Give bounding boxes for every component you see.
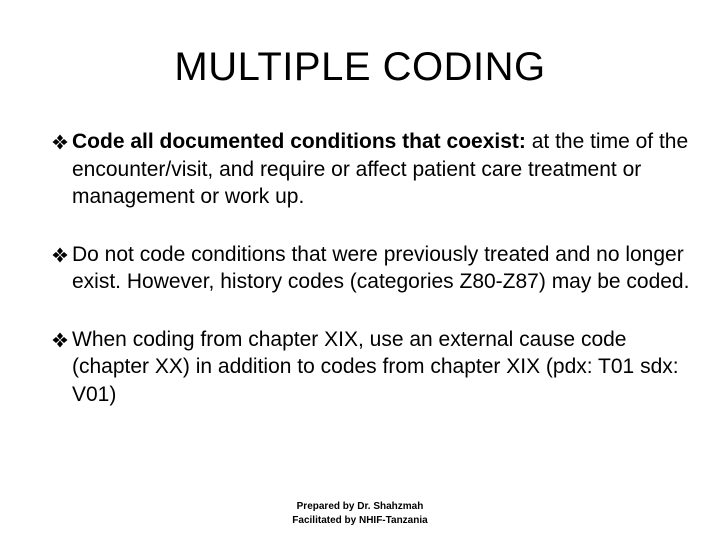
footer-line-facilitated-by: Facilitated by NHIF-Tanzania <box>292 515 428 526</box>
slide-title: MULTIPLE CODING <box>174 45 546 89</box>
footer-line-prepared-by: Prepared by Dr. Shahzmah <box>296 501 424 512</box>
four-diamond-bullet-icon <box>52 134 68 150</box>
bullet-text: at the time of the encounter/visit, and require or affect patient care treatment or management or work up. <box>72 130 689 208</box>
four-diamond-bullet-icon <box>52 247 68 263</box>
bullet-text: When coding from chapter XIX, use an external cause code (chapter XX) in addition to codes from chapter XIX (pdx: T01 sdx: V01) <box>72 327 679 406</box>
bullet-lead-text: Code all documented conditions that coexist: <box>72 130 526 153</box>
bullet-text: Do not code conditions that were previously treated and no longer exist. However, history codes (categories Z80-Z87) may be coded. <box>72 242 690 293</box>
bullet-item <box>52 241 692 296</box>
four-diamond-bullet-icon <box>52 332 68 348</box>
slide-footer <box>0 500 720 528</box>
bullet-item <box>52 128 692 211</box>
bullet-list <box>52 128 692 408</box>
bullet-item <box>52 326 692 409</box>
